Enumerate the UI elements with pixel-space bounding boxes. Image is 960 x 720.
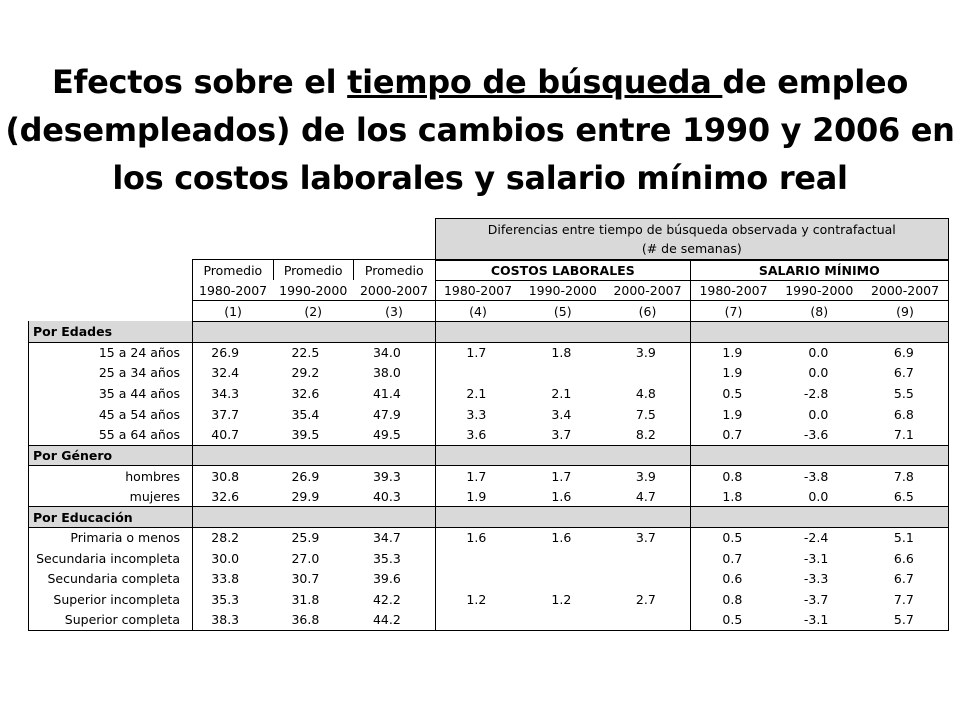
- column-number-header: (7): [690, 301, 776, 322]
- value-cell: 2.1: [435, 383, 520, 404]
- value-cell: 36.8: [273, 610, 353, 631]
- section-title: Por Edades: [29, 321, 193, 342]
- value-cell: 38.0: [353, 363, 435, 384]
- column-period-header: 1980-2007: [690, 280, 776, 301]
- table-row: [29, 486, 949, 507]
- value-cell: 6.7: [862, 363, 948, 384]
- value-cell: 32.6: [193, 486, 274, 507]
- column-period-header: 1980-2007: [193, 280, 274, 301]
- value-cell: 30.7: [291, 571, 320, 587]
- value-cell: [605, 569, 690, 590]
- value-cell: 3.9: [605, 342, 690, 363]
- value-cell: 37.7: [193, 404, 274, 425]
- empty-cell: [29, 239, 436, 260]
- value-cell: 7.7: [862, 589, 948, 610]
- value-cell: [605, 548, 690, 569]
- row-label: hombres: [29, 466, 193, 487]
- value-cell: 33.8: [193, 569, 274, 590]
- column-period-header: 2000-2007: [605, 280, 690, 301]
- value-cell: 30.0: [193, 548, 274, 569]
- value-cell: 0.6: [690, 569, 776, 590]
- value-cell: 26.9: [193, 342, 274, 363]
- value-cell: 41.4: [353, 383, 435, 404]
- section-filler: [520, 445, 605, 466]
- header-row-super-2: [29, 239, 949, 260]
- section-filler: [605, 321, 690, 342]
- section-filler: [520, 507, 605, 528]
- row-label: 25 a 34 años: [29, 363, 193, 384]
- value-cell: 7.8: [862, 466, 948, 487]
- value-cell: 6.8: [862, 404, 948, 425]
- results-table: [28, 218, 949, 631]
- column-period-header: 1990-2000: [520, 280, 605, 301]
- section-filler: [776, 445, 862, 466]
- value-cell: 3.3: [435, 404, 520, 425]
- table-row: [29, 548, 949, 569]
- value-cell: 5.5: [862, 383, 948, 404]
- value-cell: -3.8: [803, 468, 829, 484]
- value-cell: -3.6: [776, 424, 862, 445]
- value-cell: 34.7: [353, 527, 435, 548]
- section-filler: [353, 445, 435, 466]
- value-cell: 2.1: [551, 386, 572, 402]
- section-filler: [193, 445, 274, 466]
- value-cell: 1.7: [435, 342, 520, 363]
- value-cell: 1.7: [551, 468, 572, 484]
- value-cell: 30.8: [193, 466, 274, 487]
- promedio-header: Promedio: [273, 260, 353, 281]
- value-cell: 6.6: [862, 548, 948, 569]
- row-label: 55 a 64 años: [29, 424, 193, 445]
- value-cell: 1.8: [551, 345, 572, 361]
- value-cell: 28.2: [193, 527, 274, 548]
- row-label: Superior incompleta: [29, 589, 193, 610]
- value-cell: 22.5: [291, 345, 320, 361]
- section-filler: [353, 321, 435, 342]
- section-filler: [862, 321, 948, 342]
- value-cell: 1.2: [435, 589, 520, 610]
- table-row: [29, 589, 949, 610]
- value-cell: 40.3: [353, 486, 435, 507]
- value-cell: 1.9: [690, 404, 776, 425]
- value-cell: -3.3: [803, 571, 829, 587]
- value-cell: 39.3: [353, 466, 435, 487]
- column-period-header: 2000-2007: [353, 280, 435, 301]
- value-cell: 1.6: [435, 527, 520, 548]
- value-cell: 29.9: [273, 486, 353, 507]
- header-row-periods: [29, 280, 949, 301]
- group-header-salario: SALARIO MÍNIMO: [690, 260, 948, 281]
- value-cell: -2.4: [803, 530, 829, 546]
- value-cell: [435, 548, 520, 569]
- value-cell: 0.0: [776, 486, 862, 507]
- value-cell: 44.2: [353, 610, 435, 631]
- column-number-header: (2): [273, 301, 353, 322]
- value-cell: [435, 363, 520, 384]
- section-filler: [193, 321, 274, 342]
- row-label: mujeres: [29, 486, 193, 507]
- value-cell: 3.7: [520, 424, 605, 445]
- value-cell: 2.7: [605, 589, 690, 610]
- table-row: [29, 610, 949, 631]
- empty-cell: [29, 280, 193, 301]
- column-number-header: (4): [435, 301, 520, 322]
- table-row: [29, 404, 949, 425]
- value-cell: 35.4: [291, 406, 320, 422]
- value-cell: 0.7: [690, 424, 776, 445]
- value-cell: 35.3: [353, 548, 435, 569]
- empty-cell: [29, 301, 193, 322]
- value-cell: 29.2: [291, 365, 320, 381]
- section-filler: [605, 445, 690, 466]
- value-cell: 3.9: [605, 466, 690, 487]
- value-cell: 6.9: [862, 342, 948, 363]
- row-label: 45 a 54 años: [29, 404, 193, 425]
- value-cell: 39.6: [353, 569, 435, 590]
- value-cell: 1.9: [435, 486, 520, 507]
- value-cell: 1.7: [435, 466, 520, 487]
- value-cell: 40.7: [193, 424, 274, 445]
- section-filler: [776, 507, 862, 528]
- column-number-header: (8): [776, 301, 862, 322]
- section-filler: [273, 445, 353, 466]
- column-period-header: 1980-2007: [435, 280, 520, 301]
- title-pre: Efectos sobre el: [51, 63, 348, 101]
- section-filler: [776, 321, 862, 342]
- column-number-header: (3): [353, 301, 435, 322]
- promedio-header: Promedio: [193, 260, 274, 281]
- value-cell: 6.7: [862, 569, 948, 590]
- value-cell: 5.1: [862, 527, 948, 548]
- value-cell: -3.1: [803, 550, 829, 566]
- table-row: [29, 466, 949, 487]
- value-cell: 0.8: [690, 589, 776, 610]
- value-cell: 5.7: [862, 610, 948, 631]
- section-filler: [862, 507, 948, 528]
- column-period-header: 1990-2000: [776, 280, 862, 301]
- value-cell: [435, 569, 520, 590]
- section-filler: [193, 507, 274, 528]
- value-cell: 39.5: [273, 424, 353, 445]
- value-cell: 0.0: [808, 345, 829, 361]
- value-cell: -3.7: [803, 591, 829, 607]
- slide-title: [0, 58, 960, 202]
- value-cell: 4.8: [605, 383, 690, 404]
- value-cell: 49.5: [353, 424, 435, 445]
- section-filler: [690, 321, 776, 342]
- column-period-header: 1990-2000: [273, 280, 353, 301]
- value-cell: 32.4: [193, 363, 274, 384]
- section-filler: [605, 507, 690, 528]
- super-header-units: (# de semanas): [435, 239, 948, 260]
- table-row: [29, 569, 949, 590]
- section-header-row: [29, 507, 949, 528]
- section-filler: [690, 445, 776, 466]
- section-filler: [862, 445, 948, 466]
- row-label: Superior completa: [29, 610, 193, 631]
- value-cell: [520, 548, 605, 569]
- value-cell: [435, 610, 520, 631]
- value-cell: 3.6: [435, 424, 520, 445]
- value-cell: 42.2: [353, 589, 435, 610]
- super-header-title: Diferencias entre tiempo de búsqueda observada y contrafactual: [435, 219, 948, 240]
- column-period-header: 2000-2007: [862, 280, 948, 301]
- value-cell: 31.8: [291, 591, 320, 607]
- value-cell: 1.9: [690, 363, 776, 384]
- promedio-header: Promedio: [353, 260, 435, 281]
- header-row-numbers: [29, 301, 949, 322]
- table-row: [29, 342, 949, 363]
- table-row: [29, 527, 949, 548]
- value-cell: 7.5: [605, 404, 690, 425]
- group-header-costos: COSTOS LABORALES: [435, 260, 690, 281]
- row-label: Primaria o menos: [29, 527, 193, 548]
- value-cell: 0.8: [690, 466, 776, 487]
- value-cell: 0.5: [690, 383, 776, 404]
- header-row-groups: [29, 260, 949, 281]
- section-filler: [435, 507, 520, 528]
- value-cell: 3.7: [605, 527, 690, 548]
- value-cell: 25.9: [291, 530, 320, 546]
- value-cell: 32.6: [291, 386, 320, 402]
- header-row-super-1: [29, 219, 949, 240]
- section-filler: [273, 321, 353, 342]
- empty-cell: [29, 219, 436, 240]
- section-filler: [520, 321, 605, 342]
- section-filler: [273, 507, 353, 528]
- table-row: [29, 383, 949, 404]
- results-table-wrapper: [28, 218, 949, 631]
- value-cell: -3.1: [776, 610, 862, 631]
- section-title: Por Género: [29, 445, 193, 466]
- table-row: [29, 424, 949, 445]
- column-number-header: (5): [520, 301, 605, 322]
- section-filler: [435, 445, 520, 466]
- value-cell: 34.0: [353, 342, 435, 363]
- section-title: Por Educación: [29, 507, 193, 528]
- value-cell: [520, 363, 605, 384]
- value-cell: [605, 363, 690, 384]
- section-filler: [353, 507, 435, 528]
- value-cell: 4.7: [605, 486, 690, 507]
- value-cell: 0.0: [808, 406, 829, 422]
- value-cell: 8.2: [605, 424, 690, 445]
- column-number-header: (1): [193, 301, 274, 322]
- value-cell: 1.6: [551, 530, 572, 546]
- value-cell: -2.8: [803, 386, 829, 402]
- value-cell: [605, 610, 690, 631]
- row-label: 15 a 24 años: [29, 342, 193, 363]
- section-header-row: [29, 321, 949, 342]
- section-filler: [690, 507, 776, 528]
- value-cell: 35.3: [193, 589, 274, 610]
- row-label: 35 a 44 años: [29, 383, 193, 404]
- value-cell: 3.4: [551, 406, 572, 422]
- value-cell: 6.5: [862, 486, 948, 507]
- value-cell: 27.0: [291, 550, 320, 566]
- table-row: [29, 363, 949, 384]
- row-label: Secundaria completa: [29, 569, 193, 590]
- value-cell: 0.0: [808, 365, 829, 381]
- value-cell: 1.6: [520, 486, 605, 507]
- title-post: de empleo (desempleados) de los cambios entre 1990 y 2006 en los costos laborales y salario mínimo real: [5, 63, 955, 197]
- title-underlined: tiempo de búsqueda: [347, 63, 723, 101]
- value-cell: 0.5: [690, 610, 776, 631]
- row-label: Secundaria incompleta: [29, 548, 193, 569]
- value-cell: 0.7: [690, 548, 776, 569]
- value-cell: 1.2: [551, 591, 572, 607]
- value-cell: 7.1: [862, 424, 948, 445]
- value-cell: 34.3: [193, 383, 274, 404]
- value-cell: [520, 569, 605, 590]
- column-number-header: (9): [862, 301, 948, 322]
- section-filler: [435, 321, 520, 342]
- value-cell: 1.9: [690, 342, 776, 363]
- value-cell: [520, 610, 605, 631]
- empty-cell: [29, 260, 193, 281]
- value-cell: 26.9: [291, 468, 320, 484]
- section-header-row: [29, 445, 949, 466]
- value-cell: 0.5: [690, 527, 776, 548]
- value-cell: 47.9: [353, 404, 435, 425]
- value-cell: 1.8: [690, 486, 776, 507]
- value-cell: 38.3: [193, 610, 274, 631]
- column-number-header: (6): [605, 301, 690, 322]
